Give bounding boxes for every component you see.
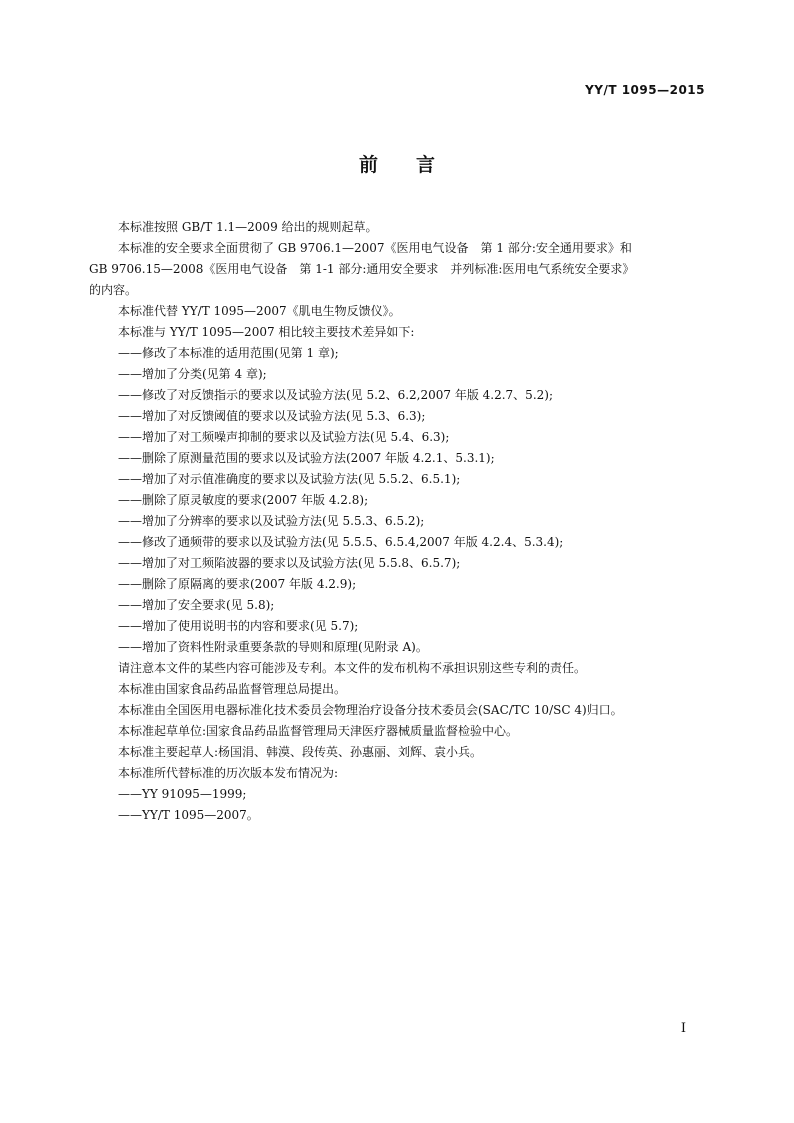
history-item: ——YY 91095—1999;: [118, 787, 247, 801]
change-item: ——删除了原测量范围的要求以及试验方法(2007 年版 4.2.1、5.3.1);: [118, 451, 495, 465]
history-item: ——YY/T 1095—2007。: [118, 808, 259, 822]
change-item: ——修改了通频带的要求以及试验方法(见 5.5.5、6.5.4,2007 年版 4.2.4、5.3.4);: [118, 535, 564, 549]
page-number: I: [680, 1021, 686, 1036]
change-item: ——增加了使用说明书的内容和要求(见 5.7);: [118, 619, 359, 633]
paragraph-safety-line-3: 的内容。: [89, 283, 138, 297]
change-item: ——增加了资料性附录重要条款的导则和原理(见附录 A)。: [118, 640, 428, 654]
change-item: ——增加了对工频陷波器的要求以及试验方法(见 5.5.8、6.5.7);: [118, 556, 461, 570]
change-item: ——修改了本标准的适用范围(见第 1 章);: [118, 346, 339, 360]
paragraph-drafting-rules: 本标准按照 GB/T 1.1—2009 给出的规则起草。: [118, 220, 378, 234]
foreword-body: [89, 217, 705, 826]
standard-code: YY/T 1095—2015: [585, 83, 705, 97]
change-item: ——增加了对示值准确度的要求以及试验方法(见 5.5.2、6.5.1);: [118, 472, 461, 486]
paragraph-patent-notice: 请注意本文件的某些内容可能涉及专利。本文件的发布机构不承担识别这些专利的责任。: [118, 661, 587, 675]
paragraph-drafters: 本标准主要起草人:杨国涓、韩漠、段传英、孙惠丽、刘辉、袁小兵。: [118, 745, 483, 759]
paragraph-history-intro: 本标准所代替标准的历次版本发布情况为:: [118, 766, 339, 780]
paragraph-differences: 本标准与 YY/T 1095—2007 相比较主要技术差异如下:: [118, 325, 415, 339]
change-item: ——修改了对反馈指示的要求以及试验方法(见 5.2、6.2,2007 年版 4.2.7、5.2);: [118, 388, 553, 402]
change-item: ——增加了分辨率的要求以及试验方法(见 5.5.3、6.5.2);: [118, 514, 425, 528]
change-item: ——删除了原隔离的要求(2007 年版 4.2.9);: [118, 577, 357, 591]
page-title: 前言: [358, 154, 473, 176]
change-item: ——删除了原灵敏度的要求(2007 年版 4.2.8);: [118, 493, 369, 507]
change-item: ——增加了安全要求(见 5.8);: [118, 598, 275, 612]
paragraph-proposed-by: 本标准由国家食品药品监督管理总局提出。: [118, 682, 347, 696]
paragraph-administered-by: 本标准由全国医用电器标准化技术委员会物理治疗设备分技术委员会(SAC/TC 10/SC 4)归口。: [118, 703, 623, 717]
paragraph-replaces: 本标准代替 YY/T 1095—2007《肌电生物反馈仪》。: [118, 304, 401, 318]
paragraph-safety-line-1: 本标准的安全要求全面贯彻了 GB 9706.1—2007《医用电气设备 第 1 部分:安全通用要求》和: [118, 241, 632, 255]
change-item: ——增加了分类(见第 4 章);: [118, 367, 267, 381]
change-item: ——增加了对工频噪声抑制的要求以及试验方法(见 5.4、6.3);: [118, 430, 450, 444]
paragraph-safety-line-2: GB 9706.15—2008《医用电气设备 第 1-1 部分:通用安全要求 并列标准:医用电气系统安全要求》: [89, 262, 635, 276]
paragraph-drafting-unit: 本标准起草单位:国家食品药品监督管理局天津医疗器械质量监督检验中心。: [118, 724, 519, 738]
change-item: ——增加了对反馈阈值的要求以及试验方法(见 5.3、6.3);: [118, 409, 426, 423]
